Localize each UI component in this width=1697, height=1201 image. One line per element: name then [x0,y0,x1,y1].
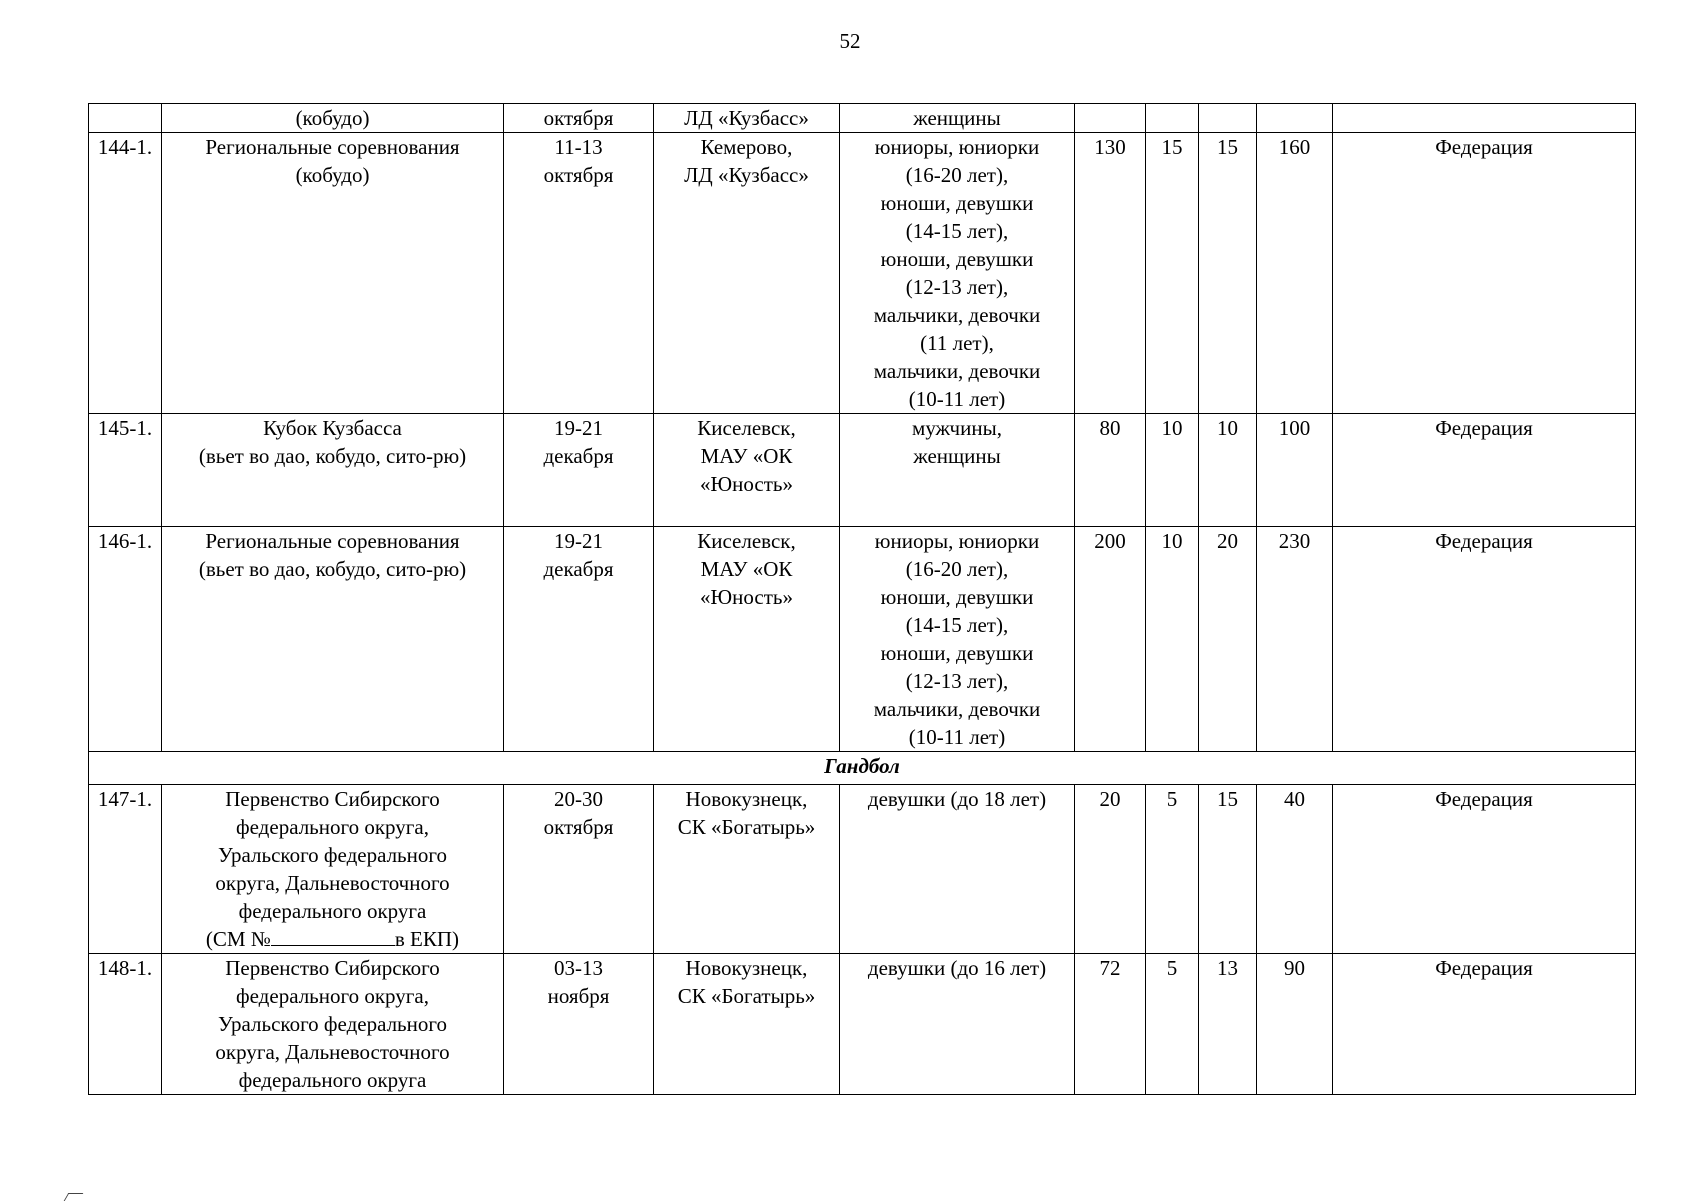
event-participants [840,104,1075,133]
event-dates [504,414,654,527]
table-row-147 [89,785,1636,954]
event-name-line: (кобудо) [295,106,370,130]
event-name-line: Уральского федерального [218,843,447,867]
page-number: 52 [839,29,861,53]
participants-line: (11 лет), [920,331,994,355]
date-line: 19-21 [554,529,603,553]
event-name-line: Уральского федерального [218,1012,447,1036]
date-line: октября [543,106,614,130]
organizer: Федерация [1333,954,1636,1095]
participants-line: мальчики, девочки [873,697,1041,721]
participants-line: юноши, девушки [880,585,1034,609]
section-row [89,752,1636,785]
ekp-prefix: (СМ № [205,927,271,951]
count-trainers [1146,104,1199,133]
ekp-reference-line [165,925,500,953]
event-name-line: Первенство Сибирского [225,956,440,980]
place-line: МАУ «ОК [700,557,793,581]
organizer [1333,104,1636,133]
participants-line: (14-15 лет), [905,219,1009,243]
participants-line: (12-13 лет), [905,275,1009,299]
table-row-145 [89,414,1636,527]
event-name-line: округа, Дальневосточного [215,1040,450,1064]
count-judges [1199,104,1257,133]
event-name-line: федерального округа, [236,815,429,839]
count-judges: 15 [1199,785,1257,954]
participants-line: (10-11 лет) [908,725,1006,749]
event-name-line: (вьет во дао, кобудо, сито-рю) [198,557,467,581]
date-line: декабря [543,444,614,468]
event-name [162,954,504,1095]
participants-line: юноши, девушки [880,247,1034,271]
participants-line: (14-15 лет), [905,613,1009,637]
place-line: СК «Богатырь» [677,984,816,1008]
participants-line: (16-20 лет), [905,557,1009,581]
place-line: МАУ «ОК [700,444,793,468]
participants-line: женщины [913,444,1001,468]
count-trainers: 5 [1146,954,1199,1095]
row-number: 144-1. [89,133,162,414]
event-name-line: округа, Дальневосточного [215,871,450,895]
row-number: 147-1. [89,785,162,954]
events-table [88,103,1636,1095]
event-place [654,785,840,954]
organizer: Федерация [1333,527,1636,752]
count-trainers: 10 [1146,527,1199,752]
count-total: 100 [1257,414,1333,527]
event-name-line: (кобудо) [295,163,370,187]
participants-line: юноши, девушки [880,191,1034,215]
count-total: 230 [1257,527,1333,752]
event-name-line: федерального округа, [236,984,429,1008]
date-line: 20-30 [554,787,603,811]
place-line: Новокузнецк, [685,787,808,811]
event-name-line: Региональные соревнования [205,529,460,553]
event-name [162,414,504,527]
date-line: 19-21 [554,416,603,440]
count-trainers: 15 [1146,133,1199,414]
count-participants: 20 [1075,785,1146,954]
table-row-148 [89,954,1636,1095]
count-participants: 130 [1075,133,1146,414]
row-number: 146-1. [89,527,162,752]
place-line: Киселевск, [697,529,796,553]
count-judges: 15 [1199,133,1257,414]
count-judges: 20 [1199,527,1257,752]
count-judges: 10 [1199,414,1257,527]
participants-line: женщины [913,106,1001,130]
event-name-line: Первенство Сибирского [225,787,440,811]
row-number [89,104,162,133]
row-number: 145-1. [89,414,162,527]
event-name [162,133,504,414]
participants-line: девушки (до 16 лет) [867,956,1047,980]
event-dates [504,954,654,1095]
place-line: Киселевск, [697,416,796,440]
place-line: ЛД «Кузбасс» [684,163,809,187]
event-dates [504,527,654,752]
place-line: «Юность» [700,472,793,496]
organizer: Федерация [1333,414,1636,527]
participants-line: (16-20 лет), [905,163,1009,187]
place-line: Новокузнецк, [685,956,808,980]
event-place [654,104,840,133]
count-participants: 200 [1075,527,1146,752]
count-total: 90 [1257,954,1333,1095]
count-participants: 72 [1075,954,1146,1095]
event-place [654,414,840,527]
place-line: СК «Богатырь» [677,815,816,839]
date-line: декабря [543,557,614,581]
count-participants [1075,104,1146,133]
participants-line: мальчики, девочки [873,359,1041,383]
event-name [162,785,504,954]
place-line: «Юность» [700,585,793,609]
participants-line: юниоры, юниорки [874,135,1040,159]
event-dates [504,104,654,133]
event-name-line: федерального округа [238,1068,427,1092]
participants-line: юниоры, юниорки [874,529,1040,553]
event-dates [504,133,654,414]
section-title: Гандбол [89,752,1636,785]
participants-line: мальчики, девочки [873,303,1041,327]
event-place [654,954,840,1095]
row-number: 148-1. [89,954,162,1095]
event-participants [840,954,1075,1095]
event-dates [504,785,654,954]
participants-line: (12-13 лет), [905,669,1009,693]
event-participants [840,414,1075,527]
participants-line: девушки (до 18 лет) [867,787,1047,811]
participants-line: мужчины, [912,416,1002,440]
participants-line: (10-11 лет) [908,387,1006,411]
event-participants [840,133,1075,414]
event-participants [840,785,1075,954]
organizer: Федерация [1333,133,1636,414]
count-judges: 13 [1199,954,1257,1095]
ekp-suffix: в ЕКП) [394,927,460,951]
date-line: ноября [547,984,610,1008]
date-line: октября [543,815,614,839]
place-line: ЛД «Кузбасс» [684,106,809,130]
table-row-continuation [89,104,1636,133]
event-name [162,104,504,133]
event-place [654,527,840,752]
count-trainers: 5 [1146,785,1199,954]
date-line: 11-13 [554,135,603,159]
date-line: 03-13 [554,956,603,980]
place-line: Кемерово, [700,135,793,159]
event-participants [840,527,1075,752]
table-row-146 [89,527,1636,752]
event-name-line: (вьет во дао, кобудо, сито-рю) [198,444,467,468]
count-trainers: 10 [1146,414,1199,527]
event-place [654,133,840,414]
event-name [162,527,504,752]
count-participants: 80 [1075,414,1146,527]
participants-line: юноши, девушки [880,641,1034,665]
table-row-144 [89,133,1636,414]
event-name-line: федерального округа [238,899,427,923]
count-total: 160 [1257,133,1333,414]
ekp-number-blank [271,927,395,946]
organizer: Федерация [1333,785,1636,954]
date-line: октября [543,163,614,187]
count-total: 40 [1257,785,1333,954]
event-name-line: Кубок Кузбасса [263,416,402,440]
count-total [1257,104,1333,133]
event-name-line: Региональные соревнования [205,135,460,159]
